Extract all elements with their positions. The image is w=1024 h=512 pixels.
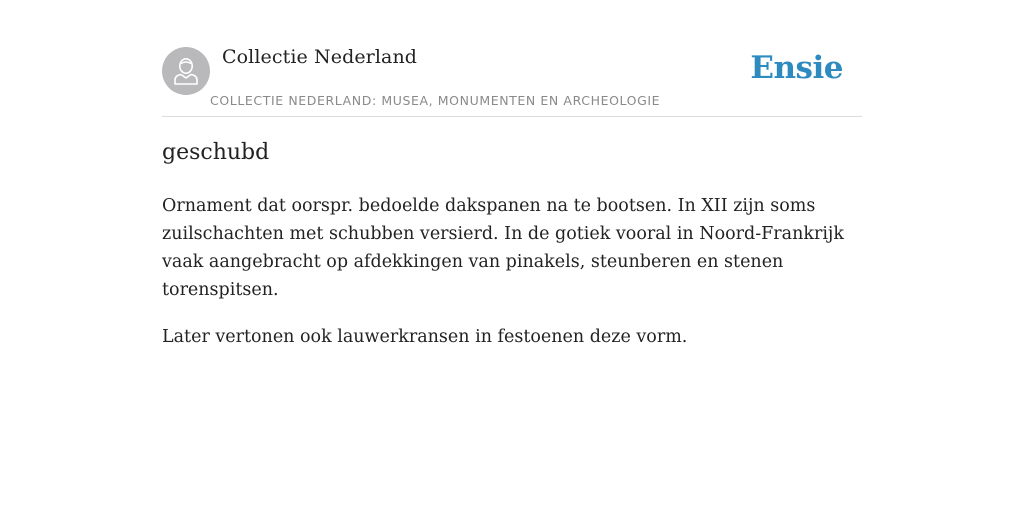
avatar[interactable] [162,47,210,95]
entry-body [162,192,867,370]
author-name[interactable]: Collectie Nederland [222,46,418,68]
ensie-logo[interactable]: Ensie [750,50,843,86]
entry-title: geschubd [162,140,270,165]
entry-paragraph: Ornament dat oorspr. bedoelde dakspanen na te bootsen. In XII zijn soms zuilschachten met schubben versierd. In de gotiek vooral in Noord-Frankrijk vaak aangebracht op afdekkingen van pinakels, steunberen en stenen torenspitsen. [162,196,844,300]
source-label[interactable]: COLLECTIE NEDERLAND: MUSEA, MONUMENTEN EN ARCHEOLOGIE [210,93,661,108]
header [162,46,862,117]
user-icon [172,56,200,86]
entry-paragraph: Later vertonen ook lauwerkransen in festoenen deze vorm. [162,327,688,347]
